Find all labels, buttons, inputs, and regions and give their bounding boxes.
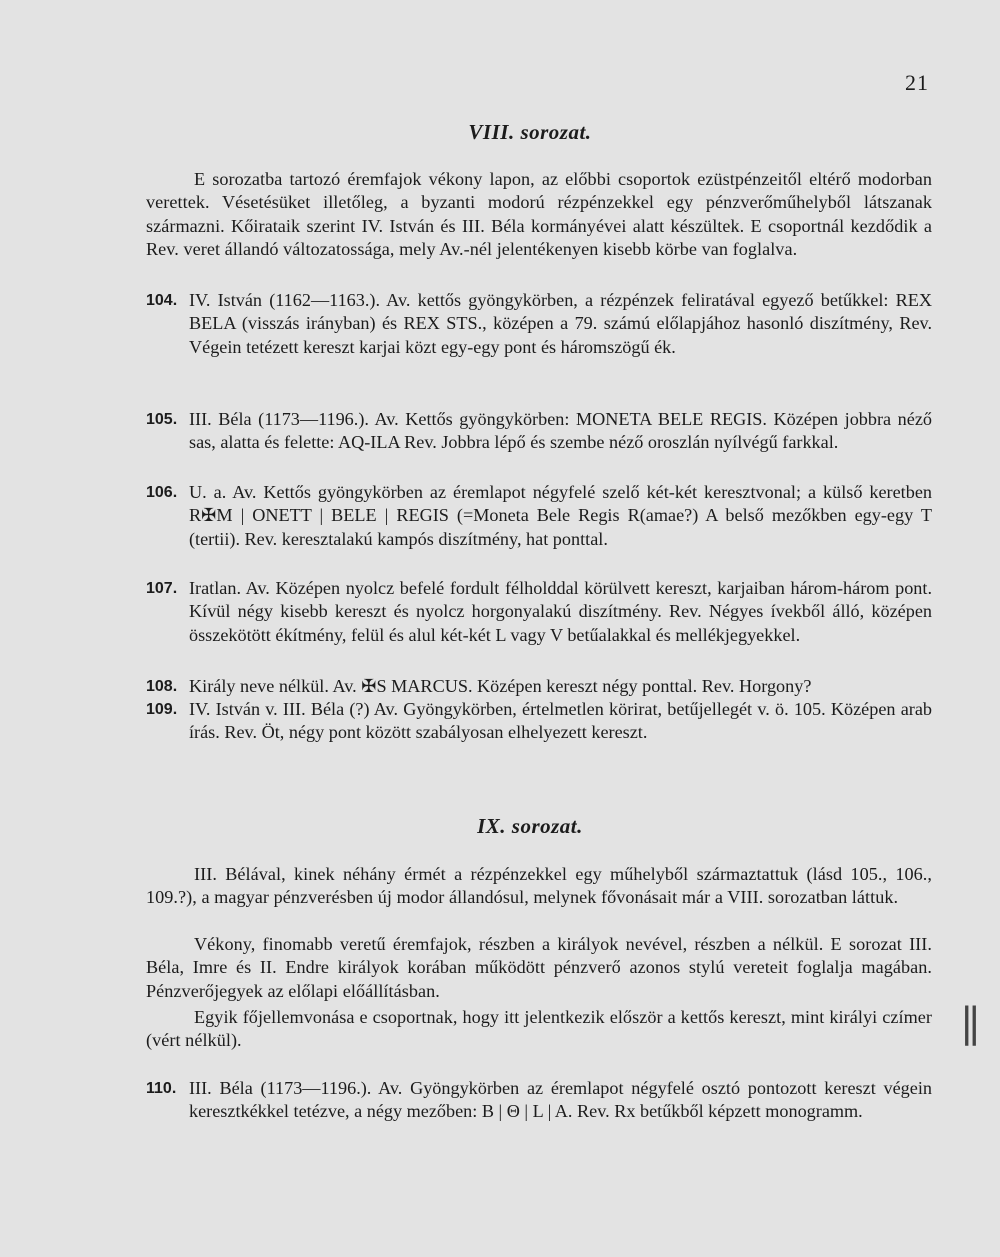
paragraph-text: III. Bélával, kinek néhány érmét a rézpénzekkel egy műhelyből származtattuk (lásd 105., 106., 109.?), a magyar pénzverésben új modor állandósul, melynek fővonásait már a VIII. sorozatban láttuk. [146, 864, 932, 908]
catalog-entry-105 [146, 408, 932, 455]
section-8-title [0, 120, 1000, 145]
paragraph-text: Vékony, finomabb veretű éremfajok, részben a királyok nevével, részben a nélkül. E sorozat III. Béla, Imre és II. Endre királyok korában működött pénzverő azonos stylú vereteit foglalja magában. Pénzverőjegyek az előlapi előállításban. [146, 934, 932, 1001]
catalog-entry-104 [146, 289, 932, 359]
catalog-entry-110 [146, 1077, 932, 1124]
section-9-paragraph-2 [146, 933, 932, 1003]
page-number: 21 [905, 70, 929, 95]
entry-number: 105. [146, 411, 178, 428]
section-8-title-text: VIII. sorozat. [468, 120, 592, 144]
entry-number: 110. [146, 1080, 177, 1097]
entry-text: Király neve nélkül. Av. ✠S MARCUS. Középen kereszt négy ponttal. Rev. Horgony? [189, 676, 812, 696]
section-9-paragraph-1 [146, 863, 932, 910]
entry-text: U. a. Av. Kettős gyöngykörben az éremlapot négyfelé szelő két-két keresztvonal; a külső keretben R✠M | ONETT | BELE | REGIS (=Moneta Bele Regis R(amae?) A belső mezőkben egy-egy T (tertii). Rev. keresztalakú kampós diszítmény, hat ponttal. [189, 482, 932, 549]
catalog-entry-108 [146, 675, 932, 698]
entry-text: III. Béla (1173—1196.). Av. Kettős gyöngykörben: MONETA BELE REGIS. Középen jobbra néző sas, alatta és felette: AQ-ILA Rev. Jobbra lépő és szembe néző oroszlán nyílvégű farkkal. [189, 409, 932, 453]
section-8-intro-text: E sorozatba tartozó éremfajok vékony lapon, az előbbi csoportok ezüstpénzeitől eltérő modorban verettek. Vésetésüket illetőleg, a byzanti modorú rézpénzekkel egy pénzverőműhelyből látszanak származni. Kőirataik szerint IV. István és III. Béla kormányévei alatt készültek. E csoportnál kezdődik a Rev. veret állandó változatossága, mely Av.-nél jelentékenyen kisebb körbe van foglalva. [146, 169, 932, 260]
entry-number: 104. [146, 292, 178, 309]
entry-text: IV. István v. III. Béla (?) Av. Gyöngykörben, értelmetlen körirat, betűjellegét v. ö. 105. Középen arab írás. Rev. Öt, négy pont között szabályosan elhelyezett kereszt. [189, 699, 932, 743]
margin-pencil-mark: || [960, 1000, 975, 1046]
entry-text: Iratlan. Av. Középen nyolcz befelé fordult félholddal körülvett kereszt, karjaiban három-három pont. Kívül négy kisebb kereszt és nyolcz horgonyalakú diszítmény. Rev. Négyes ívekből álló, középen összekötött ékítmény, felül és alul két-két L vagy V betűalakkal és mellékjegyekkel. [189, 578, 932, 645]
section-8-intro [146, 168, 932, 262]
entry-number: 106. [146, 484, 178, 501]
section-9-paragraph-3 [146, 1006, 932, 1053]
entry-number: 107. [146, 580, 178, 597]
entry-number: 109. [146, 701, 178, 718]
entry-text: III. Béla (1173—1196.). Av. Gyöngykörben az éremlapot négyfelé osztó pontozott kereszt végein keresztkékkel tetézve, a négy mezőben: B | Θ | L | A. Rev. Rx betűkből képzett monogramm. [189, 1078, 932, 1122]
paragraph-text: Egyik főjellemvonása e csoportnak, hogy itt jelentkezik először a kettős kereszt, mint királyi czímer (vért nélkül). [146, 1007, 932, 1051]
entry-text: IV. István (1162—1163.). Av. kettős gyöngykörben, a rézpénzek feliratával egyező betűkkel: REX BELA (visszás irányban) és REX STS., középen a 79. számú előlapjához hasonló diszítmény, Rev. Végein tetézett kereszt karjai közt egy-egy pont és háromszögű ék. [189, 290, 932, 357]
catalog-entry-107 [146, 577, 932, 647]
catalog-entry-109 [146, 698, 932, 745]
entry-number: 108. [146, 678, 178, 695]
section-9-title-text: IX. sorozat. [477, 814, 583, 838]
section-9-title [0, 814, 1000, 839]
catalog-entry-106 [146, 481, 932, 551]
